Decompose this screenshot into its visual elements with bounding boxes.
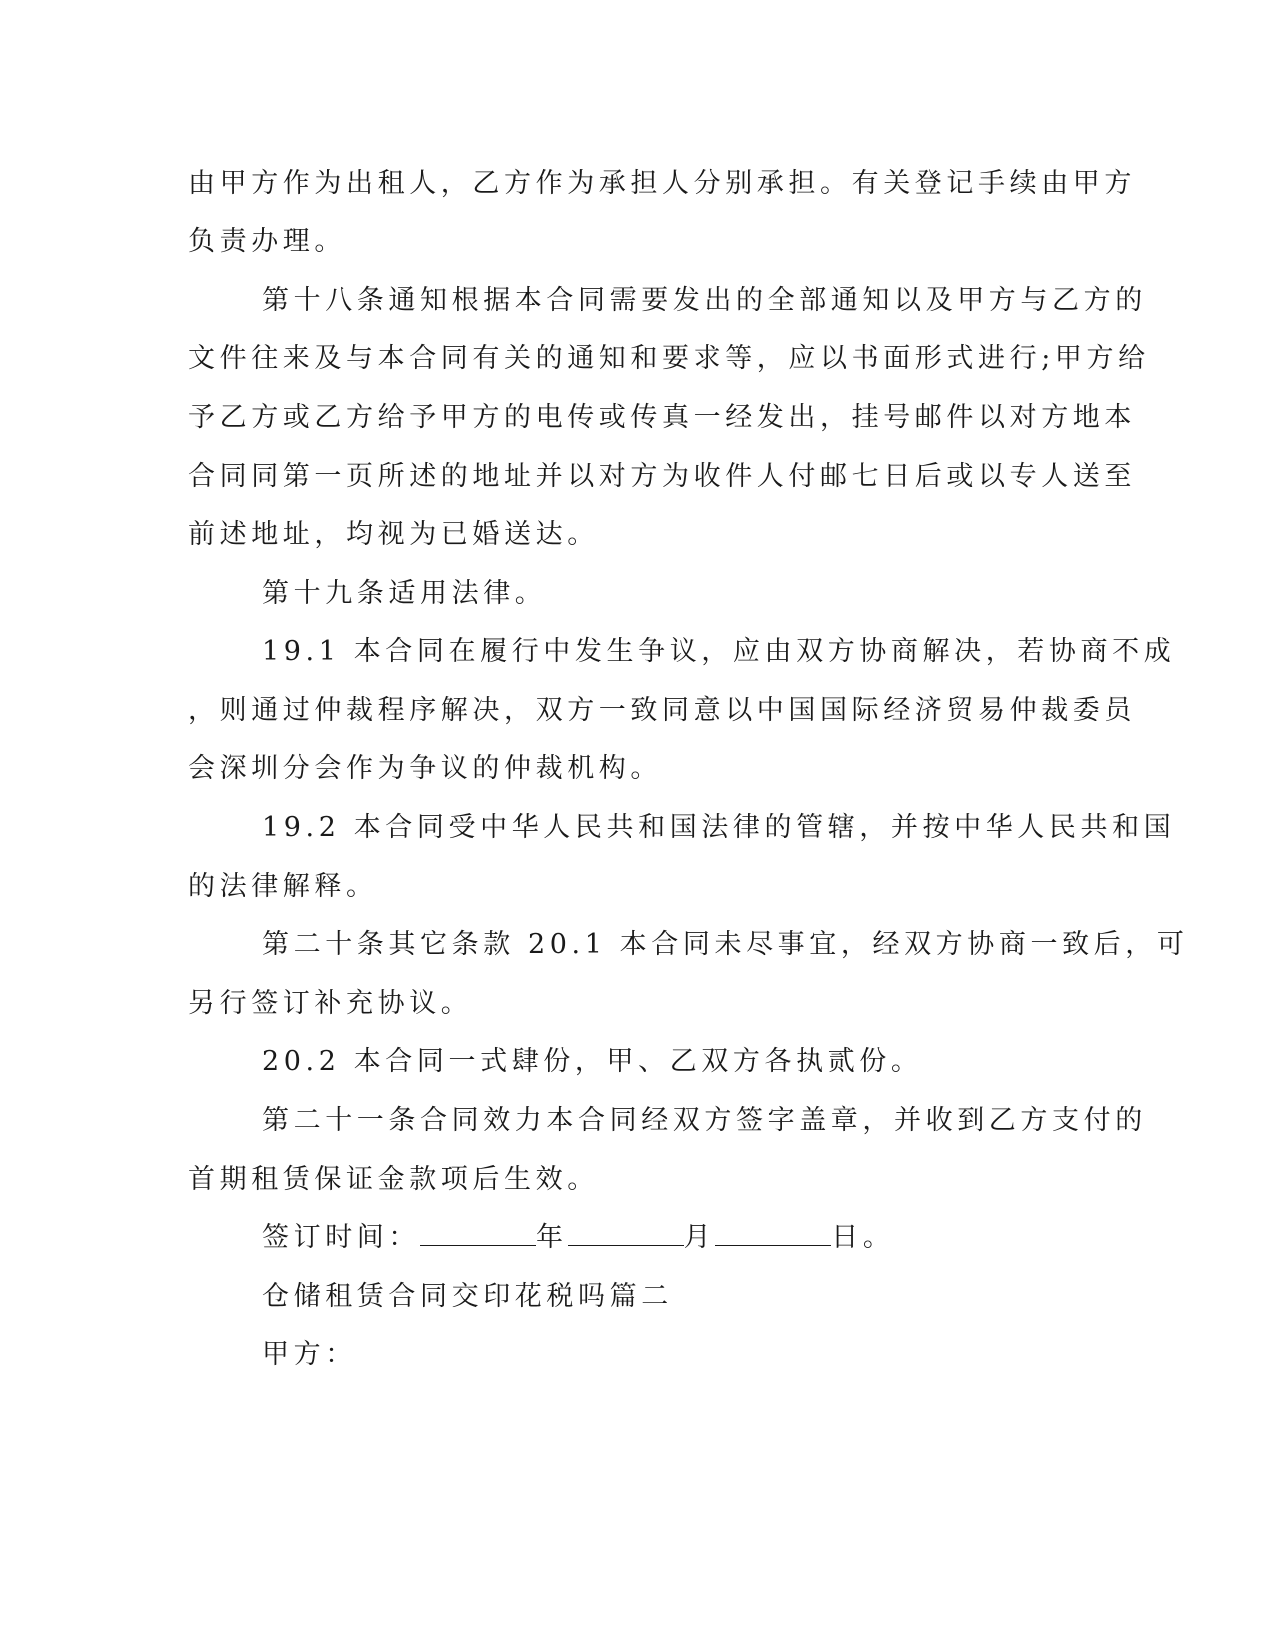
year-blank [420,1221,536,1246]
paragraph-line: 前述地址，均视为已婚送达。 [188,519,599,550]
month-blank [568,1221,684,1246]
paragraph-line: 首期租赁保证金款项后生效。 [188,1164,599,1195]
paragraph-line: 第二十一条合同效力本合同经双方签字盖章，并收到乙方支付的 [262,1105,1147,1136]
paragraph-line: 负责办理。 [188,226,346,257]
paragraph-line: ，则通过仲裁程序解决，双方一致同意以中国国际经济贸易仲裁委员 [188,695,1136,726]
party-a-label: 甲方： [262,1339,357,1370]
paragraph-line: 第二十条其它条款 20.1 本合同未尽事宜，经双方协商一致后，可 [262,929,1189,960]
section-title: 仓储租赁合同交印花税吗篇二 [262,1281,673,1312]
year-label: 年 [536,1222,568,1253]
paragraph-line: 合同同第一页所述的地址并以对方为收件人付邮七日后或以专人送至 [188,461,1136,492]
month-label: 月 [683,1222,716,1253]
sign-date-label: 签订时间： [262,1222,420,1253]
paragraph-line: 由甲方作为出租人，乙方作为承担人分别承担。有关登记手续由甲方 [188,168,1136,199]
sign-date-line [262,1220,894,1256]
article-heading: 第十九条适用法律。 [262,578,547,609]
day-label: 日。 [831,1222,895,1253]
paragraph-line: 19.1 本合同在履行中发生争议，应由双方协商解决，若协商不成 [262,636,1176,667]
paragraph-line: 19.2 本合同受中华人民共和国法律的管辖，并按中华人民共和国 [262,812,1176,843]
paragraph-line: 另行签订补充协议。 [188,988,473,1019]
paragraph-line: 文件往来及与本合同有关的通知和要求等，应以书面形式进行;甲方给 [188,343,1150,374]
paragraph-line: 的法律解释。 [188,871,378,902]
paragraph-line: 予乙方或乙方给予甲方的电传或传真一经发出，挂号邮件以对方地本 [188,402,1136,433]
paragraph-line: 20.2 本合同一式肆份，甲、乙双方各执贰份。 [262,1046,923,1077]
paragraph-line: 会深圳分会作为争议的仲裁机构。 [188,753,662,784]
paragraph-line: 第十八条通知根据本合同需要发出的全部通知以及甲方与乙方的 [262,285,1147,316]
day-blank [715,1221,831,1246]
